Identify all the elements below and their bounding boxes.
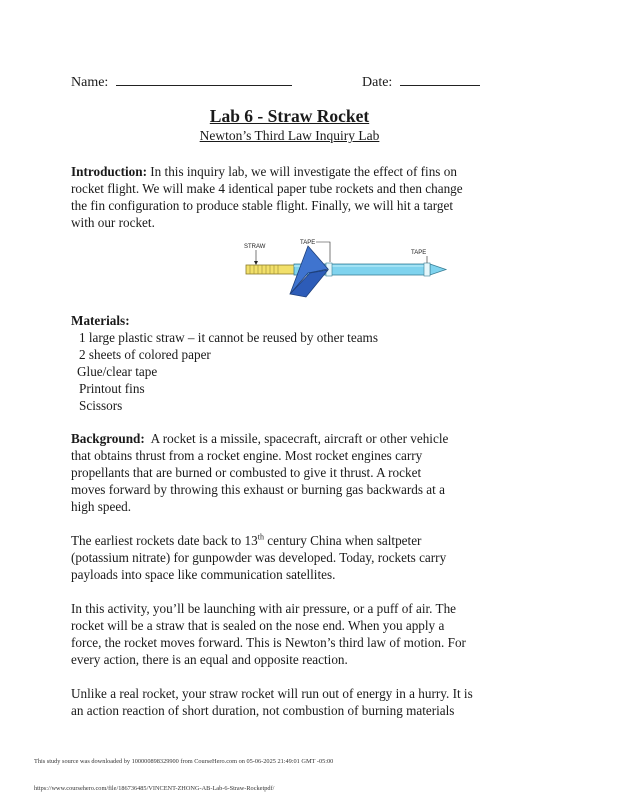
date-blank-line: [400, 72, 480, 86]
para2-line-1: The earliest rockets date back to 13th century China when saltpeter: [71, 532, 422, 548]
label-tape-2: TAPE: [411, 250, 427, 256]
materials-item-2: 2 sheets of colored paper: [79, 347, 211, 362]
name-field-row: [71, 72, 292, 91]
para3-line-3: force, the rocket moves forward. This is Newton’s third law of motion. For: [71, 635, 466, 650]
page-title: Lab 6 - Straw Rocket: [209, 106, 370, 126]
straw-rocket-diagram: [238, 236, 450, 300]
label-straw: STRAW: [244, 244, 266, 250]
intro-text-1: In this inquiry lab, we will investigate the effect of fins on: [150, 164, 457, 179]
para2-line-2: (potassium nitrate) for gunpowder was developed. Today, rockets carry: [71, 550, 447, 565]
para3-line-4: every action, there is an equal and opposite reaction.: [71, 652, 348, 667]
background-line-5: high speed.: [71, 499, 132, 514]
background-line-2: that obtains thrust from a rocket engine. Most rocket engines carry: [71, 448, 423, 463]
para2-line-3: payloads into space like communication satellites.: [71, 567, 336, 582]
download-notice: This study source was downloaded by 100000898329900 from CourseHero.com on 05-06-2025 21:49:01 GMT -05:00: [34, 758, 334, 765]
background-line-4: moves forward by throwing this exhaust or burning gas backwards at a: [71, 482, 445, 497]
ordinal-suffix: th: [257, 532, 264, 542]
para4-line-1: Unlike a real rocket, your straw rocket will run out of energy in a hurry. It is: [71, 686, 473, 701]
label-tape-1: TAPE: [300, 240, 316, 246]
background-text-1: A rocket is a missile, spacecraft, aircraft or other vehicle: [150, 431, 449, 446]
materials-heading: Materials:: [71, 313, 130, 328]
background-heading: Background:: [71, 431, 145, 446]
materials-item-3: Glue/clear tape: [77, 364, 158, 379]
name-label: Name:: [71, 75, 109, 90]
tape-band-2: [424, 263, 430, 276]
materials-item-1: 1 large plastic straw – it cannot be reused by other teams: [79, 330, 378, 345]
materials-item-5: Scissors: [79, 398, 123, 413]
rocket-nose: [430, 264, 446, 275]
para4-line-2: an action reaction of short duration, not combustion of burning materials: [71, 703, 455, 718]
page-subtitle: Newton’s Third Law Inquiry Lab: [199, 128, 380, 143]
date-label: Date:: [362, 75, 393, 90]
intro-heading: Introduction:: [71, 164, 147, 179]
para3-line-2: rocket will be a straw that is sealed on the nose end. When you apply a: [71, 618, 445, 633]
date-field-row: [362, 72, 480, 91]
intro-line-2: rocket flight. We will make 4 identical paper tube rockets and then change: [71, 181, 463, 196]
background-line-3: propellants that are burned or combusted to give it thrust. A rocket: [71, 465, 422, 480]
source-url-link[interactable]: https://www.coursehero.com/file/186736485/VINCENT-ZHONG-AB-Lab-6-Straw-Rocketpdf/: [34, 785, 275, 792]
background-line-1: [71, 430, 448, 447]
para3-line-1: In this activity, you’ll be launching with air pressure, or a puff of air. The: [71, 601, 457, 616]
intro-line-4: with our rocket.: [71, 215, 155, 230]
name-blank-line: [116, 72, 292, 86]
materials-item-4: Printout fins: [79, 381, 145, 396]
intro-line-3: the fin configuration to produce stable flight. Finally, we will hit a target: [71, 198, 453, 213]
intro-line-1: [71, 163, 457, 180]
